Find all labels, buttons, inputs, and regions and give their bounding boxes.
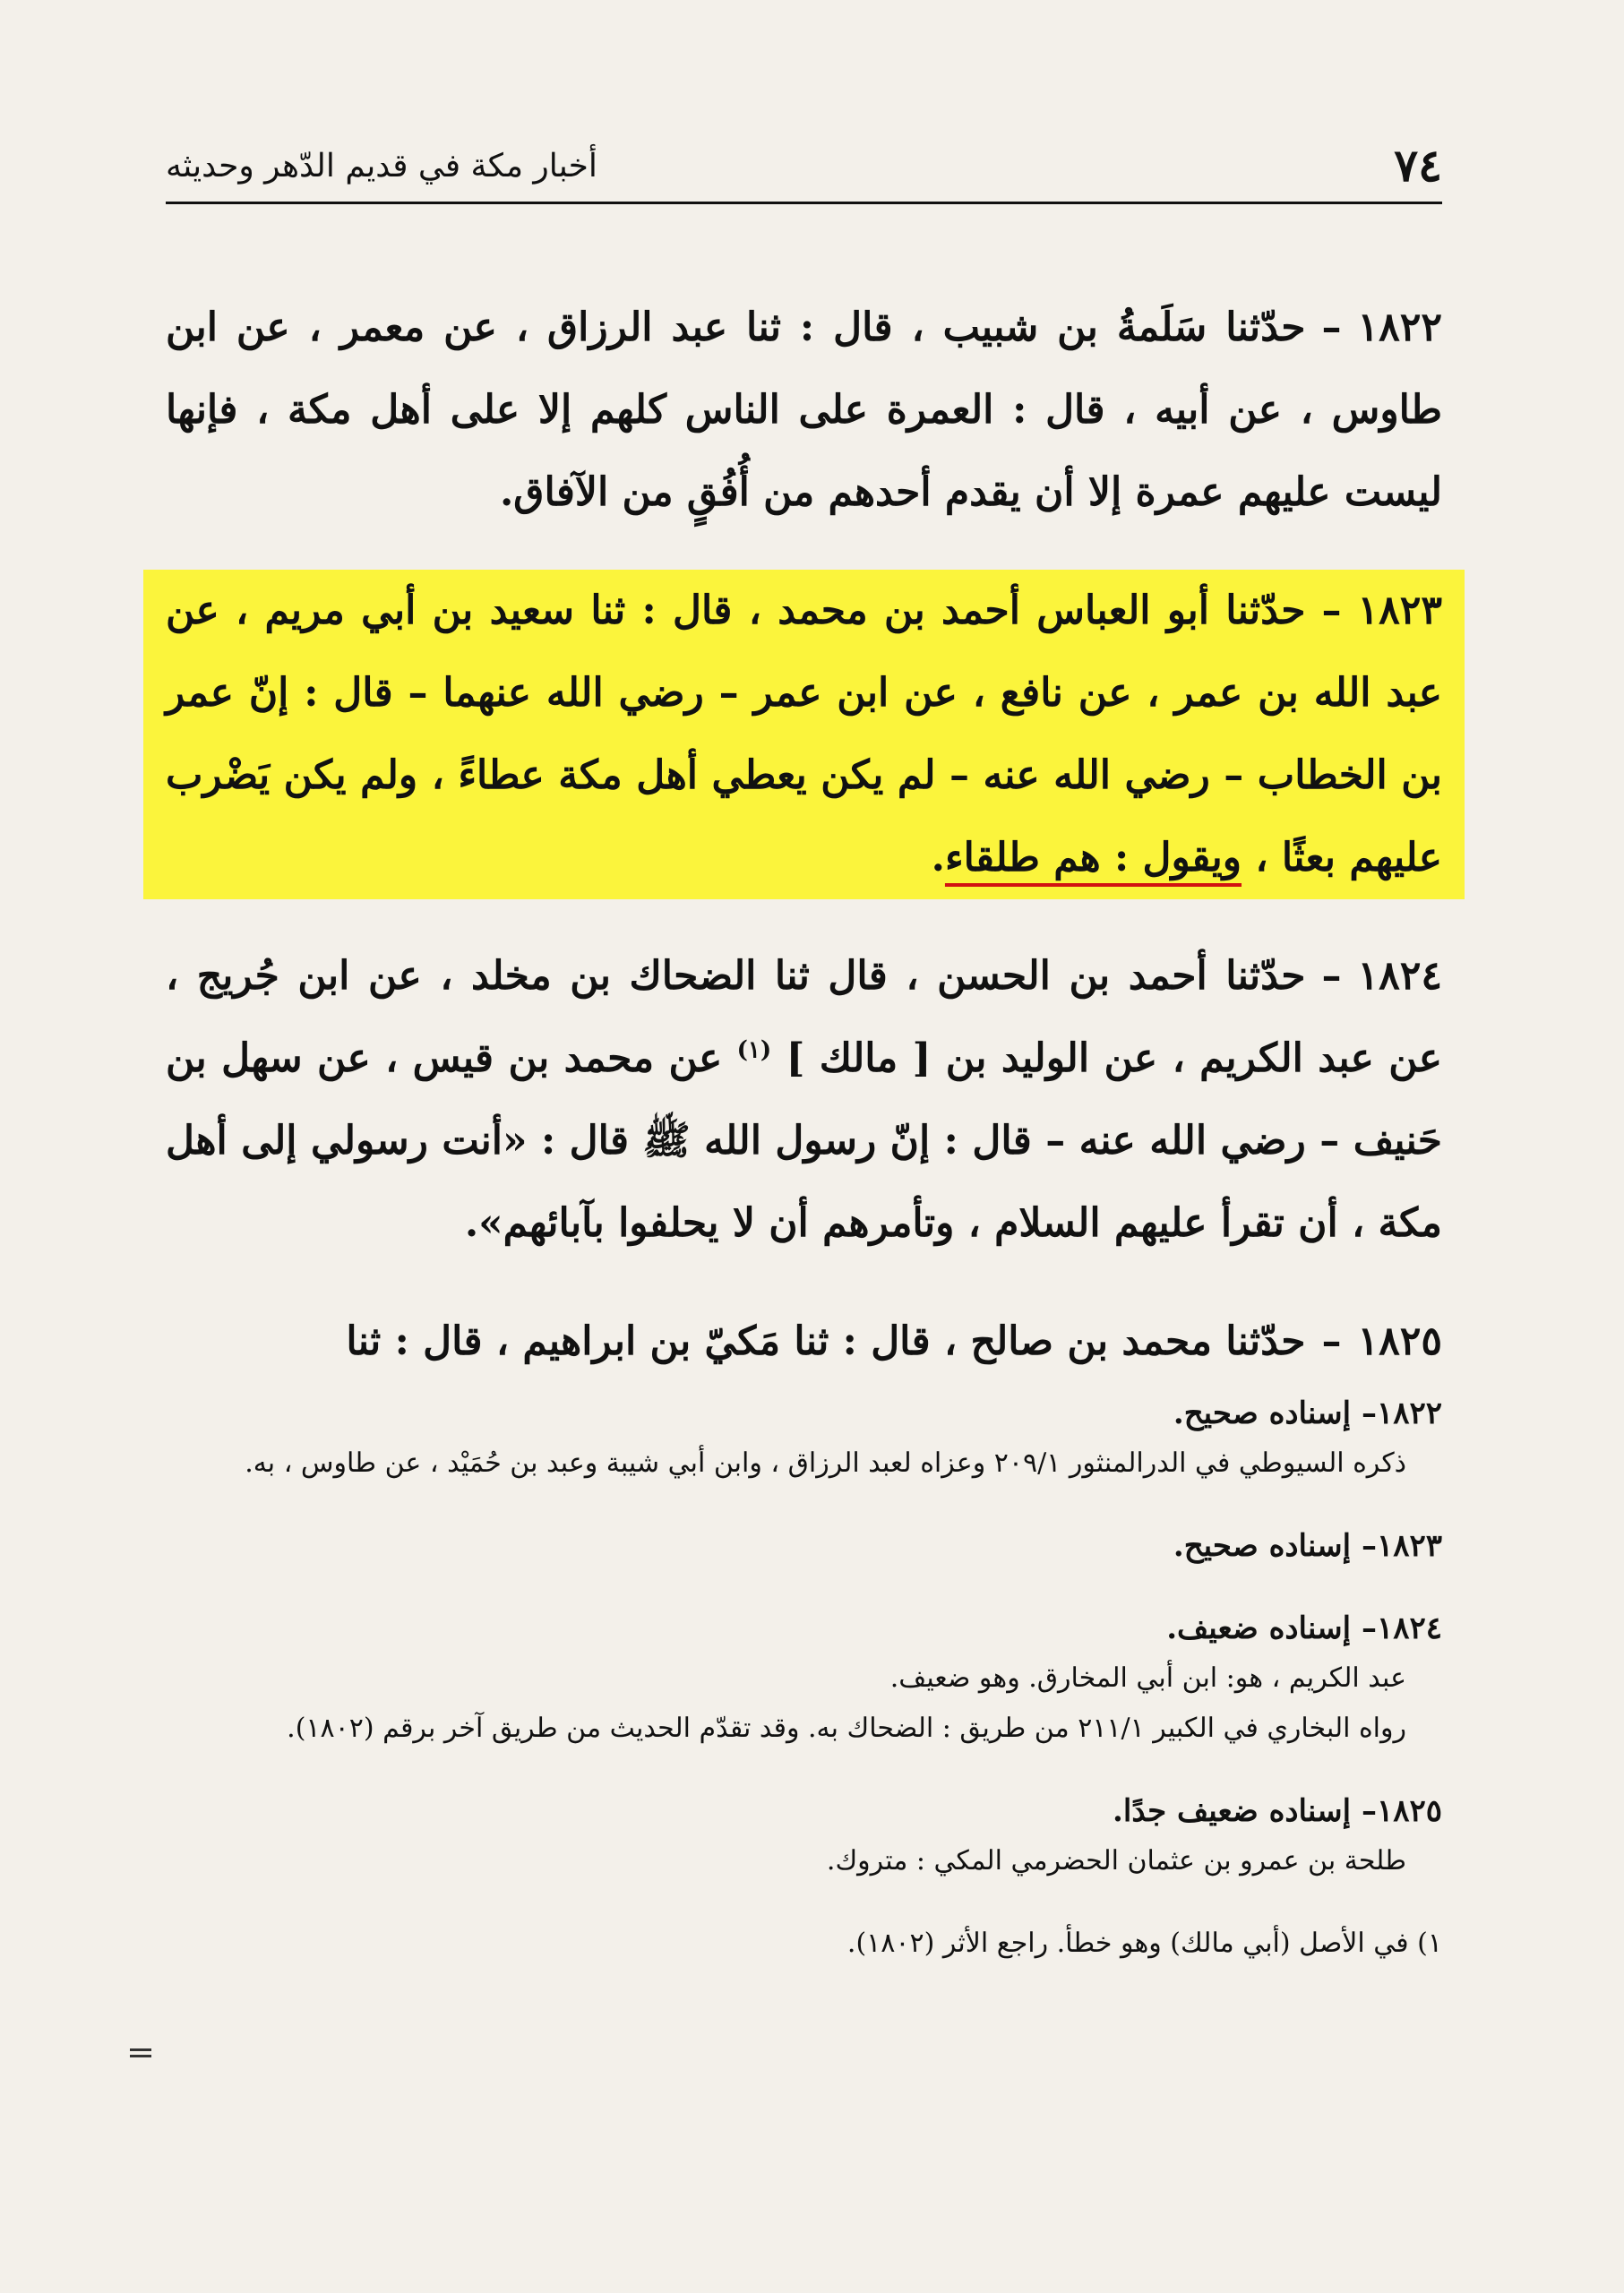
hadith-dash: – <box>1321 305 1342 350</box>
footnote-1825 <box>166 1786 1442 1886</box>
hadith-number: ١٨٢٢ <box>1357 305 1442 350</box>
hadith-text-b: عن محمد بن قيس ، عن سهل بن حَنيف – رضي الله عنه – قال : إنّ رسول الله ﷺ قال : «أنت رسولي إلى أهل مكة ، أن تقرأ عليهم السلام ، وتأمرهم أن لا يحلفوا بآبائهم». <box>166 1035 1442 1246</box>
running-title: أخبار مكة في قديم الدّهر وحديثه <box>166 148 597 185</box>
hadith-number: ١٨٢٥ <box>1357 1318 1442 1364</box>
footnote-verdict: إسناده صحيح. <box>1173 1528 1352 1564</box>
hadith-text-a: حدّثنا أحمد بن الحسن ، قال ثنا الضحاك بن مخلد ، عن ابن جُريج ، عن عبد الكريم ، عن الوليد بن [ مالك ] <box>166 953 1443 1081</box>
footnote-label: ١٨٢٥– <box>1361 1793 1442 1829</box>
page-number: ٧٤ <box>1394 139 1442 192</box>
footnote-1823 <box>166 1521 1442 1571</box>
footnote-line: رواه البخاري في الكبير ٢١١/١ من طريق : الضحاك به. وقد تقدّم الحديث من طريق آخر برقم (١٨٠٢). <box>287 1713 1406 1744</box>
footnote-line: طلحة بن عمرو بن عثمان الحضرمي المكي : متروك. <box>826 1845 1406 1876</box>
footnote-verdict: إسناده ضعيف. <box>1166 1610 1352 1646</box>
hadith-1824 <box>166 935 1442 1265</box>
double-dash-mark <box>130 2033 151 2065</box>
hadith-number: ١٨٢٣ <box>1357 588 1442 633</box>
main-text <box>166 287 1442 1383</box>
hadith-dash: – <box>1321 953 1342 999</box>
footnote-head <box>166 1388 1442 1438</box>
hadith-text: حدّثنا محمد بن صالح ، قال : ثنا مَكيّ بن ابراهيم ، قال : ثنا <box>346 1318 1306 1364</box>
hadith-1823-highlighted <box>143 570 1465 899</box>
hadith-number: ١٨٢٤ <box>1357 953 1442 999</box>
footnote-label: ١٨٢٤– <box>1361 1610 1442 1646</box>
running-head <box>166 139 1442 204</box>
footnote-marker[interactable]: (١) <box>736 1036 772 1064</box>
footnote-verdict: إسناده ضعيف جدًا. <box>1113 1793 1352 1829</box>
footnote-line: ذكره السيوطي في الدرالمنثور ٢٠٩/١ وعزاه لعبد الرزاق ، وابن أبي شيبة وعبد بن حُمَيْد ، عن طاوس ، به. <box>245 1447 1406 1479</box>
footnote-verdict: إسناده صحيح. <box>1173 1396 1352 1431</box>
endnote: ١) في الأصل (أبي مالك) وهو خطأ. راجع الأثر (١٨٠٢). <box>846 1928 1442 1959</box>
underlined-phrase: ويقول : هم طلقاء <box>944 835 1242 880</box>
hadith-1822 <box>166 287 1442 534</box>
footnote-head <box>166 1521 1442 1571</box>
footnote-1824 <box>166 1603 1442 1754</box>
hadith-dash: – <box>1321 588 1342 633</box>
footnote-line: عبد الكريم ، هو: ابن أبي المخارق. وهو ضعيف. <box>889 1662 1406 1694</box>
footnote-1822 <box>166 1388 1442 1489</box>
hadith-text: حدّثنا سَلَمةُ بن شبيب ، قال : ثنا عبد الرزاق ، عن معمر ، عن ابن طاوس ، عن أبيه ، قال : العمرة على الناس كلهم إلا على أهل مكة ، فإنها ليست عليهم عمرة إلا أن يقدم أحدهم من أُفُقٍ من الآفاق. <box>166 305 1442 515</box>
footnote-head <box>166 1786 1442 1836</box>
hadith-end: . <box>931 835 945 880</box>
hadith-1825 <box>166 1301 1442 1383</box>
footnotes <box>166 1388 1442 1969</box>
footnote-head <box>166 1603 1442 1653</box>
footnote-label: ١٨٢٢– <box>1361 1396 1442 1431</box>
footnote-label: ١٨٢٣– <box>1361 1528 1442 1564</box>
hadith-text: حدّثنا أبو العباس أحمد بن محمد ، قال : ثنا سعيد بن أبي مريم ، عن عبد الله بن عمر ، عن نافع ، عن ابن عمر – رضي الله عنهما – قال : إنّ عمر بن الخطاب – رضي الله عنه – لم يكن يعطي أهل مكة عطاءً ، ولم يكن يَضْرب عليهم بعثًا ، <box>166 588 1442 880</box>
hadith-dash: – <box>1321 1318 1342 1364</box>
